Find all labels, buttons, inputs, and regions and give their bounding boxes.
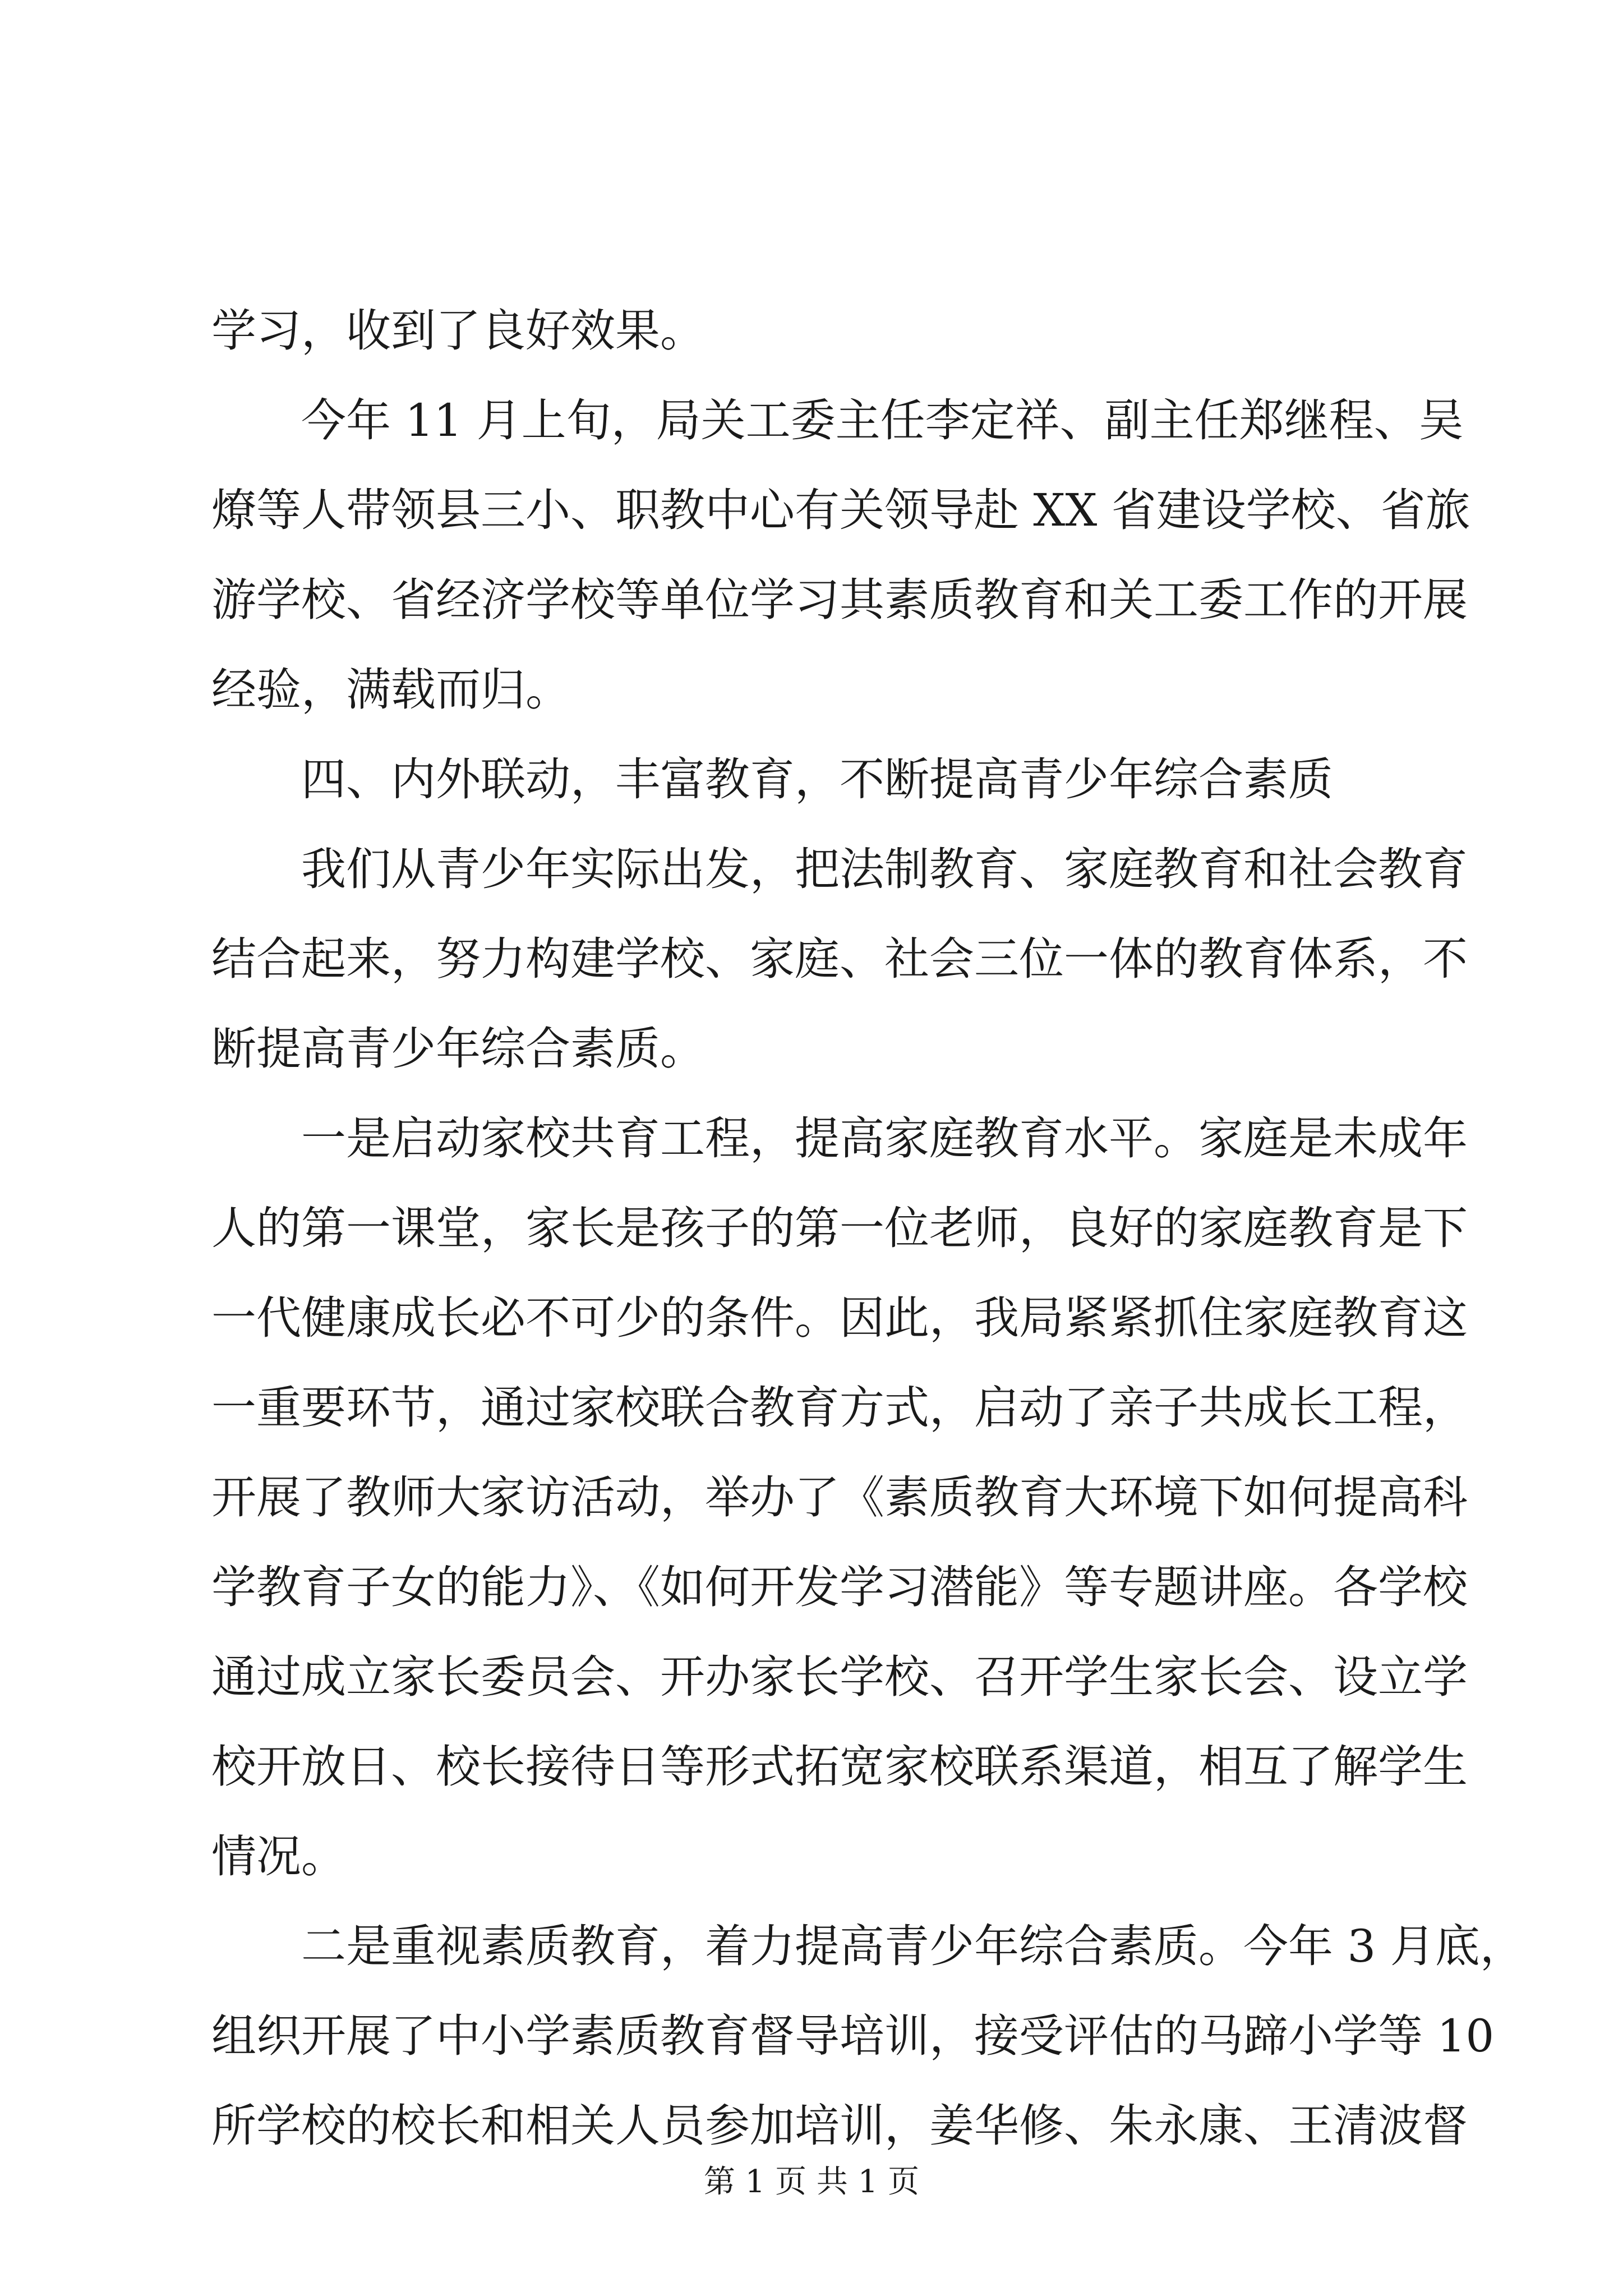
text-line: 二是重视素质教育，着力提高青少年综合素质。今年 3 月底，	[301, 1920, 1525, 1972]
text-line: 一代健康成长必不可少的条件。因此，我局紧紧抓住家庭教育这	[211, 1292, 1468, 1344]
text-line: 所学校的校长和相关人员参加培训，姜华修、朱永康、王清波督	[211, 2100, 1468, 2152]
text-line: 学教育子女的能力》、《如何开发学习潜能》等专题讲座。各学校	[211, 1561, 1468, 1613]
text-line: 断提高青少年综合素质。	[211, 1023, 705, 1075]
text-line: 情况。	[211, 1830, 346, 1883]
text-line: 燎等人带领县三小、职教中心有关领导赴 XX 省建设学校、省旅	[211, 484, 1470, 536]
text-line: 通过成立家长委员会、开办家长学校、召开学生家长会、设立学	[211, 1651, 1468, 1703]
text-line: 开展了教师大家访活动，举办了《素质教育大环境下如何提高科	[211, 1471, 1468, 1524]
text-line: 一重要环节，通过家校联合教育方式，启动了亲子共成长工程，	[211, 1382, 1468, 1434]
text-line: 组织开展了中小学素质教育督导培训，接受评估的马蹄小学等 10	[211, 2010, 1495, 2062]
text-line: 经验，满载而归。	[211, 664, 570, 716]
page-footer: 第 1 页 共 1 页	[703, 2164, 920, 2200]
text-line: 今年 11 月上旬，局关工委主任李定祥、副主任郑继程、吴	[301, 394, 1464, 447]
text-line: 一是启动家校共育工程，提高家庭教育水平。家庭是未成年	[301, 1112, 1468, 1165]
text-line: 游学校、省经济学校等单位学习其素质教育和关工委工作的开展	[211, 574, 1468, 626]
text-line: 学习，收到了良好效果。	[211, 305, 705, 357]
text-line: 结合起来，努力构建学校、家庭、社会三位一体的教育体系，不	[211, 933, 1468, 985]
text-line: 校开放日、校长接待日等形式拓宽家校联系渠道，相互了解学生	[211, 1741, 1468, 1793]
text-line: 我们从青少年实际出发，把法制教育、家庭教育和社会教育	[301, 843, 1468, 895]
section-heading: 四、内外联动，丰富教育，不断提高青少年综合素质	[301, 753, 1333, 806]
text-line: 人的第一课堂，家长是孩子的第一位老师，良好的家庭教育是下	[211, 1202, 1468, 1254]
